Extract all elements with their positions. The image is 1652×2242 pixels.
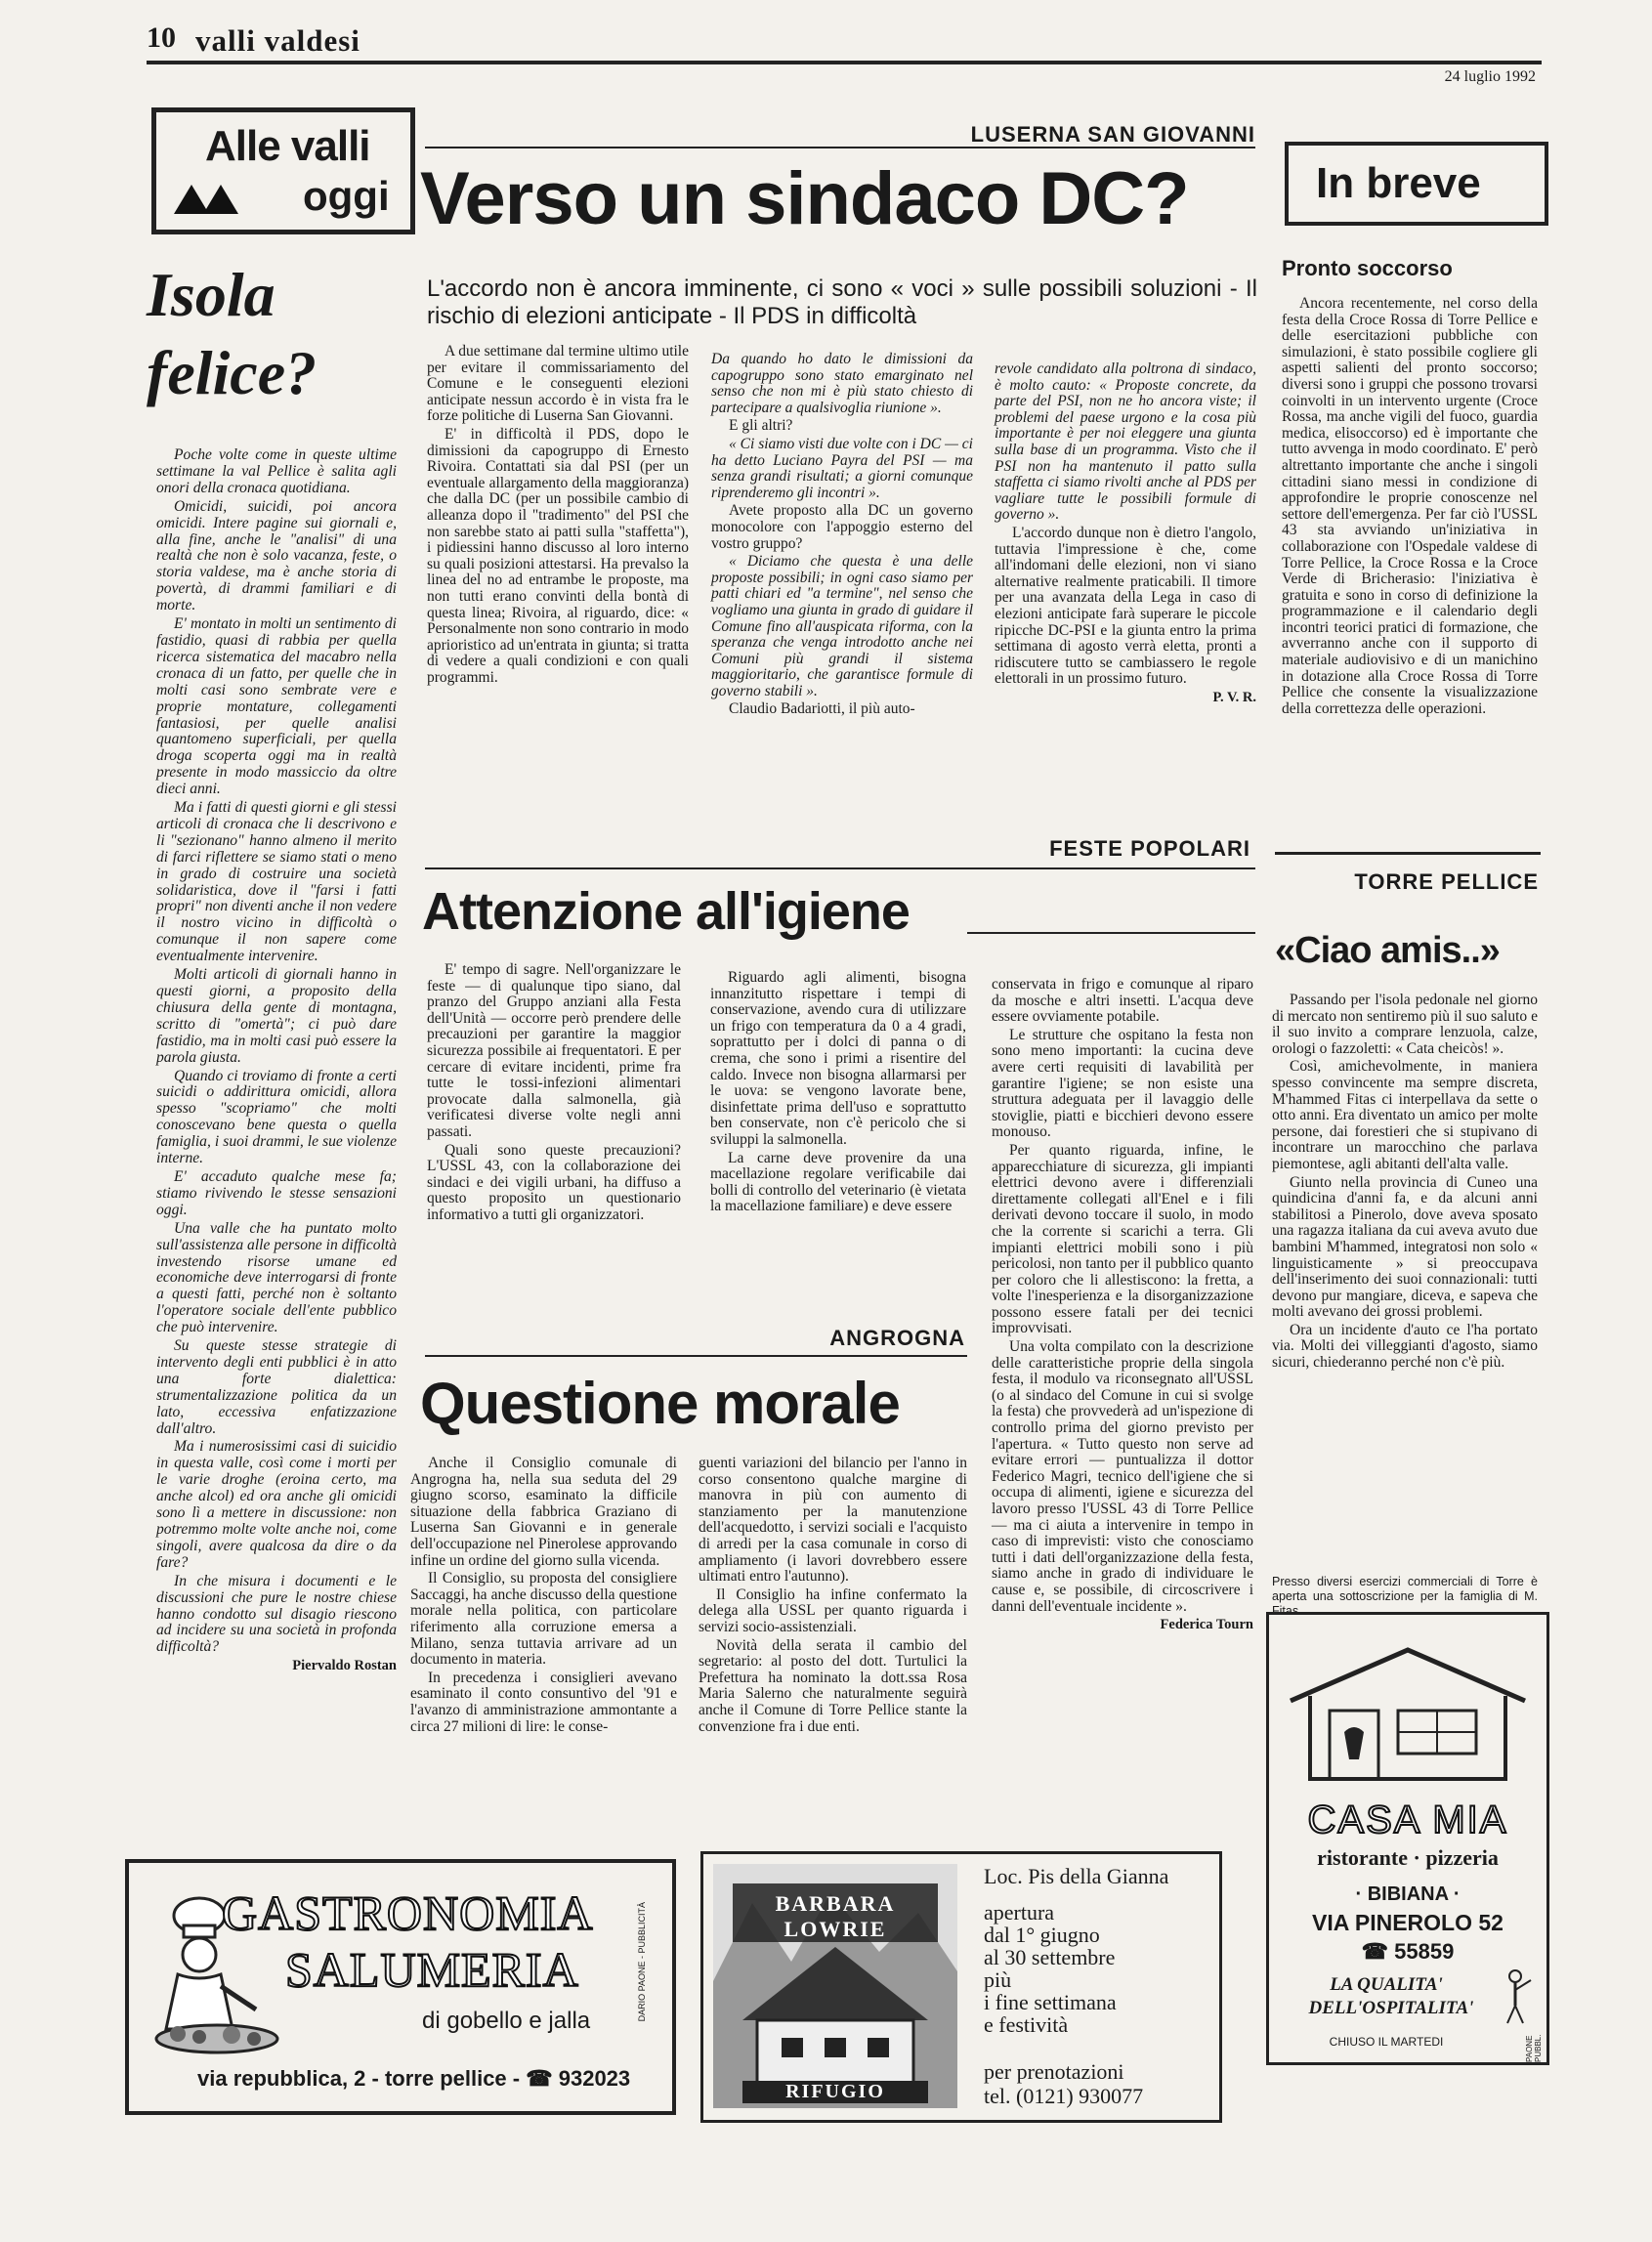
ad-casa-mia-credit: PAONE PUBBL.	[1525, 2034, 1543, 2062]
ad-gastronomia	[125, 1859, 676, 2115]
header-rule	[147, 61, 1542, 64]
ad-rifugio-location: Loc. Pis della Gianna	[984, 1864, 1169, 1888]
column-badge-line1: Alle valli	[205, 122, 370, 170]
editorial-paragraph: E' accaduto qualche mese fa; stiamo rivivendo le stesse sensazioni oggi.	[156, 1167, 397, 1218]
igiene-paragraph: Riguardo agli alimenti, bisogna innanzitutto rispettare i tempi di conservazione, avendo cura di utilizzare un frigo con temperatura da 0 a 4 gradi, soprattutto per i dolci di panna o di crema, che sono i primi a risentire del caldo. Invece non bisogna allarmarsi per le uova: se vengono lavorate bene, disinfettate prima dell'uso e soprattutto ben conservate, non c'è pericolo che si sviluppi la salmonella.	[710, 969, 966, 1148]
ad-rifugio-hours-line: più	[984, 1967, 1012, 1992]
editorial-paragraph: Ma i numerosissimi casi di suicidio in questa valle, così come i morti per le varie droghe (eroina certo, ma anche alcol) ed ora anche gli omicidi sono lì a mettere in discussione: non potremmo molte volte anche noi, come singoli, avere qualcosa da dire o da fare?	[156, 1438, 397, 1571]
sindaco-kicker: LUSERNA SAN GIOVANNI	[970, 122, 1255, 147]
morale-kicker: ANGROGNA	[829, 1326, 965, 1350]
ad-gastronomia-owners: di gobello e jalla	[422, 2008, 591, 2034]
ad-rifugio-booking: per prenotazioni	[984, 2059, 1124, 2084]
sindaco-paragraph: « Ci siamo visti due volte con i DC — ci ha detto Luciano Payra del PSI — ma senza grandi risultati; a giorni comunque riprenderemo gli incontri ».	[711, 435, 973, 501]
sindaco-col1	[427, 344, 689, 688]
ciao-kicker: TORRE PELLICE	[1354, 869, 1539, 894]
ad-rifugio-sign: BARBARA LOWRIE	[775, 1891, 896, 1941]
in-breve-box	[1285, 142, 1548, 226]
igiene-kicker: FESTE POPOLARI	[1049, 836, 1250, 861]
ad-gastronomia-line1: GASTRONOMIA	[222, 1885, 594, 1940]
sindaco-col2	[711, 352, 973, 720]
ad-rifugio-hours	[984, 1901, 1117, 2036]
morale-paragraph: Il Consiglio ha infine confermato la delega alla USSL per quanto riguarda i servizi socio-assistenziali.	[699, 1586, 967, 1635]
ad-rifugio-rifugio: RIFUGIO	[742, 2081, 928, 2103]
igiene-paragraph: Per quanto riguarda, infine, le apparecchiature di sicurezza, gli impianti elettrici devono avere i differenziali direttamente collegati all'Enel e i fili derivati devono toccare il suolo, in modo che la corrente si scarichi a terra. Gli impianti elettrici mobili sono i più pericolosi, non tanto per il pubblico quanto per coloro che li allestiscono: la fretta, a volte l'inesperienza e la disorganizzazione possono essere fatali per dei tecnici improvvisati.	[992, 1141, 1253, 1337]
morale-col2	[699, 1456, 967, 1737]
sindaco-paragraph: E' in difficoltà il PDS, dopo le dimissioni da capogruppo di Ernesto Rivoira. Contattati sia dal PSI (per un eventuale allargamento della maggioranza) che dalla DC (per un possibile cambio di alleanza dopo il "tradimento" del PSI che non sarebbe stato ai patti sulla "staffetta"), i pidiessini hanno discusso al loro interno su quali posizioni attestarsi. Ha prevalso la linea del no ad entrambe le proposte, ma non tutti erano convinti della bontà di questa linea; Rivoira, al riguardo, dice: « Personalmente non sono contrario in modo aprioristico ad un'entrata in giunta; si tratta di vedere a quali condizioni e con quali programmi.	[427, 425, 689, 686]
sindaco-paragraph: Avete proposto alla DC un governo monocolore con l'appoggio esterno del vostro gruppo?	[711, 502, 973, 552]
editorial-paragraph: Su queste stesse strategie di intervento degli enti pubblici è in atto una forte dialettica: strumentalizzazione politica da un lato, eccessiva enfatizzazione dall'altro.	[156, 1337, 397, 1437]
igiene-paragraph: La carne deve provenire da una macellazione regolare verificabile dai bolli di controllo del veterinario (è vietata la macellazione familiare) e deve essere	[710, 1149, 966, 1215]
column-badge-line2: oggi	[303, 173, 390, 219]
editorial-title-line1: Isola	[147, 260, 275, 329]
igiene-top-rule	[425, 867, 1255, 869]
ad-casa-mia-slogan2: DELL'OSPITALITA'	[1308, 1998, 1474, 2018]
igiene-headline: Attenzione all'igiene	[422, 882, 910, 941]
ad-rifugio-hours-line: i fine settimana	[984, 1990, 1117, 2014]
ad-rifugio-hours-line: e festività	[984, 2012, 1069, 2037]
sindaco-paragraph: revole candidato alla poltrona di sindaco, è molto cauto: « Proposte concrete, da parte del PSI, non ne ho ancora viste; il problemi del paese urgono e la cosa più importante è per noi eleggere una giunta sulla base di un programma. Visto che il PSI non ha mantenuto il patto sulla staffetta ci siamo rivolti anche al PDS per vagliare tutte le possibili formule di governo ».	[995, 360, 1256, 524]
igiene-paragraph: conservata in frigo e comunque al riparo da mosche e altri insetti. L'acqua deve essere ovviamente potabile.	[992, 976, 1253, 1026]
ad-rifugio-hours-line: apertura	[984, 1900, 1055, 1925]
sindaco-headline: Verso un sindaco DC?	[420, 157, 1189, 240]
ad-casa-mia-name: CASA MIA	[1307, 1798, 1508, 1841]
igiene-signature: Federica Tourn	[1160, 1617, 1253, 1633]
ad-rifugio-phone: tel. (0121) 930077	[984, 2084, 1144, 2108]
ciao-paragraph: Giunto nella provincia di Cuneo una quindicina d'anni fa, e da alcuni anni stabilitosi a Pinerolo, dove aveva sposato una ragazza italiana da cui aveva avuto due bambini M'hammed, integratosi non solo « linguisticamente » si preoccupava dell'inserimento dei suoi connazionali: tutti devono pur mangiare, diceva, e sapeva che molti avevano dei grossi problemi.	[1272, 1173, 1538, 1321]
sindaco-paragraph: Claudio Badariotti, il più auto-	[729, 700, 915, 718]
sindaco-col3	[995, 361, 1256, 707]
editorial-paragraph: E' montato in molti un sentimento di fastidio, quasi di rabbia per quella ricerca sistematica del macabro nella cronaca di un fatto, per quelle che in molti casi sono sembrate vere e proprie montature, collegamenti fantasiosi, per quelle analisi quantomeno superficiali, per quella droga scoperta oggi ma in realtà presente in modo massiccio da oltre dieci anni.	[156, 615, 397, 798]
ad-casa-mia-closed: CHIUSO IL MARTEDI	[1329, 2035, 1444, 2049]
editorial-paragraph: In che misura i documenti e le discussioni che pure le nostre chiese hanno condotto sul disagio riescono ad incidere su una società in profonda difficoltà?	[156, 1572, 397, 1656]
ciao-paragraph: Così, amichevolmente, in maniera spesso convincente ma sempre discreta, M'hammed Fitas ci interpellava da sette o otto anni. Era diventato un amico per molte persone, dai forestieri che si stupivano di incontrare un marocchino che parlava piemontese, agli abitanti dell'alta valle.	[1272, 1058, 1538, 1172]
in-breve-title: In breve	[1316, 159, 1481, 207]
morale-headline: Questione morale	[420, 1371, 900, 1436]
ciao-body	[1272, 993, 1538, 1374]
ad-casa-mia	[1266, 1612, 1549, 2065]
morale-paragraph: In precedenza i consiglieri avevano esaminato il conto consuntivo del '91 e l'avanzo di amministrazione ammontante a circa 27 milioni di lire: le conse-	[410, 1669, 677, 1735]
ad-casa-mia-slogan1: LA QUALITA'	[1330, 1974, 1443, 1995]
morale-top-rule	[425, 1355, 967, 1357]
in-breve-section: Pronto soccorso	[1282, 256, 1453, 280]
editorial-paragraph: Molti articoli di giornali hanno in questi giorni, a proposito della chiusura della gente di montagna, scritto di "omertà"; ci può dare fastidio, ma in molti casi può essere la parola giusta.	[156, 966, 397, 1066]
editorial-paragraph: Ma i fatti di questi giorni e gli stessi articoli di cronaca che li descrivono e li "sezionano" hanno almeno il merito di farci riflettere se siamo stati o meno in grado di costruire una società solidaristica, dove il "farsi i fatti propri" non diventi anche il non vedere il nostro vicino in difficoltà o comunque il non sapere come eventualmente intervenire.	[156, 799, 397, 965]
sindaco-paragraph: L'accordo dunque non è dietro l'angolo, tuttavia l'impressione è che, come all'indomani delle elezioni, non vi siano alternative realmente praticabili. Il timore per una avanzata della Lega in caso di elezioni anticipate farà superare le piccole ripicche DC-PSI e la giunta entro la prima settimana di agosto verrà eletta, pronti a ridiscutere tutto se cambiassero le regole elettorali in un prossimo futuro.	[995, 524, 1256, 688]
mountains-icon	[174, 181, 242, 218]
ciao-paragraph: Ora un incidente d'auto ce l'ha portato via. Molti dei villeggianti d'agosto, siamo sicuri, chiederanno perché non c'è più.	[1272, 1321, 1538, 1372]
page-number: 10	[147, 21, 176, 54]
editorial-paragraph: Quando ci troviamo di fronte a certi suicidi o addirittura omicidi, allora spesso "scopriamo" che molti conoscevano bene questa o quella famiglia, i suoi drammi, le sue violenze interne.	[156, 1067, 397, 1167]
editorial-paragraph: Una valle che ha puntato molto sull'assistenza alle persone in difficoltà investendo risorse umane ed economiche deve interrogarsi di fronte a questi fatti, perché non è soltanto l'operatore sociale dell'ente pubblico che può intervenire.	[156, 1219, 397, 1336]
editorial-paragraph: Omicidi, suicidi, poi ancora omicidi. Intere pagine sui giornali e, alla fine, anche le "analisi" di una realtà che non è solo vacanza, feste, o storia valdese, ma è anche storia di povertà, di drammi familiari e di morte.	[156, 497, 397, 614]
morale-paragraph: Il Consiglio, su proposta del consigliere Saccaggi, ha anche discusso della questione morale nella politica, con particolare riferimento alla corruzione emersa a Milano, senza tuttavia arrivare ad un documento in materia.	[410, 1570, 677, 1669]
igiene-paragraph: Quali sono queste precauzioni? L'USSL 43, con la collaborazione dei sindaci e dei vigili urbani, ha diffuso a questo proposito un questionario informativo a tutti gli organizzatori.	[427, 1141, 681, 1223]
ad-casa-mia-type: ristorante · pizzeria	[1317, 1845, 1499, 1870]
morale-col1	[410, 1456, 677, 1737]
ciao-note: Presso diversi esercizi commerciali di Torre è aperta una sottoscrizione per la famiglia di M. Fitas.	[1272, 1575, 1538, 1618]
ad-gastronomia-address: via repubblica, 2 - torre pellice - ☎ 932023	[197, 2066, 631, 2091]
editorial-paragraph: Poche volte come in queste ultime settimane la val Pellice è salita agli onori della cronaca quotidiana.	[156, 446, 397, 496]
ad-casa-mia-phone: ☎ 55859	[1361, 1939, 1455, 1964]
morale-paragraph: Anche il Consiglio comunale di Angrogna ha, nella sua seduta del 29 giugno scorso, esaminato la difficile situazione della fabbrica Graziano di Luserna San Giovanni e in generale dell'occupazione nel Pinerolese approvando infine un ordine del giorno sulla vicenda.	[410, 1455, 677, 1569]
issue-date: 24 luglio 1992	[1444, 68, 1536, 85]
ad-rifugio-hours-line: dal 1° giugno	[984, 1923, 1100, 1947]
sindaco-subhead: L'accordo non è ancora imminente, ci sono « voci » sulle possibili soluzioni - Il rischio di elezioni anticipate - Il PDS in difficoltà	[427, 275, 1257, 329]
publication-name: valli valdesi	[195, 23, 360, 58]
morale-paragraph: Novità della serata il cambio del segretario: al posto del dott. Turtulici la Prefettura ha nominato la dott.ssa Rosa Maria Salerno che naturalmente seguirà anche il Comune di Torre Pellice stante la convenzione fra i due enti.	[699, 1636, 967, 1735]
ciao-top-rule	[1275, 852, 1541, 855]
morale-paragraph: guenti variazioni del bilancio per l'anno in corso consentono qualche margine di manovra in più con aumento di stanziamento per la manutenzione dell'acquedotto, i servizi sociali e l'acquisto di arredi per la casa comunale in corso di ampliamento (i lavori dovrebbero essere ultimati entro l'autunno).	[699, 1455, 967, 1586]
column-badge	[151, 107, 415, 234]
igiene-col1	[427, 962, 681, 1226]
igiene-paragraph: Una volta compilato con la descrizione delle caratteristiche proprie della singola festa, il modulo va riconsegnato all'USSL (o al sindaco del Comune in cui si svolge la festa) che provvederà ad un'ispezione di controllo prima del giorno previsto per l'apertura. « Tutto questo non serve ad evitare errori — puntualizza il dottor Federico Magri, tecnico dell'igiene che si occupa di alimenti, igiene e sicurezza del lavoro presso l'USSL 43 di Torre Pellice — ma ci aiuta a intervenire in tempo in caso di imprevisti: visto che conosciamo tutti i dati dell'organizzazione della festa, siamo anche in grado di individuare le cause e, se possibile, di circoscrivere i danni dell'eventuale incidente ».	[992, 1338, 1253, 1615]
in-breve-paragraph: Ancora recentemente, nel corso della festa della Croce Rossa di Torre Pellice e delle esercitazioni pubbliche con simulazioni, è stato possibile cogliere gli aspetti salienti del pronto soccorso; diversi sono i gruppi che possono trovarsi coinvolti in un intervento urgente (Croce Rossa, ma anche vigili del fuoco, guardia medica, elisoccorso) ed è importante che tutto avvenga in modo coordinato. E' però altrettanto importante che anche i singoli cittadini siano messi in condizione di approfondire le proprie conoscenze nel settore dell'emergenza. Per far ciò l'USSL 43 sta avviando un'iniziativa in collaborazione con l'Ospedale valdese di Torre Pellice, la Croce Rossa e la Croce Verde di Bricherasio: l'iniziativa è gratuita e sono in corso di definizione la programmazione e il calendario degli incontri teorici pratici di formazione, che avverranno anche con il supporto di materiale audiovisivo e di un manichino in dotazione alla Croce Rossa di Torre Pellice che consente la visualizzazione della correttezza delle operazioni.	[1282, 295, 1538, 717]
in-breve-body	[1282, 296, 1538, 719]
ciao-paragraph: Passando per l'isola pedonale nel giorno di mercato non sentiremo più il suo saluto e il suo invito a comprare lenzuola, calze, orologi o fazzoletti: « Cata cheicòs! ».	[1272, 992, 1538, 1057]
igiene-headline-rule	[967, 932, 1255, 934]
sindaco-paragraph: « Diciamo che questa è una delle proposte possibili; in ogni caso siamo per patti chiari ed "a termine", nel senso che vogliamo una giunta in grado di guidare il Comune fino all'auspicata riforma, con la speranza che venga introdotto anche nei Comuni più grandi il sistema maggioritario, che garantisce formule di governo stabili ».	[711, 553, 973, 699]
igiene-paragraph: Le strutture che ospitano la festa non sono meno importanti: la cucina deve avere certi requisiti di lavabilità per garantire l'igiene; se non esiste una struttura adeguata per il lavaggio delle stoviglie, piatti e bicchieri devono essere monouso.	[992, 1026, 1253, 1141]
ad-gastronomia-line2: SALUMERIA	[285, 1942, 579, 1997]
sindaco-paragraph: Da quando ho dato le dimissioni da capogruppo sono stato emarginato nel senso che non mi è più stato chiesto di partecipare a qualsivoglia riunione ».	[711, 351, 973, 416]
ad-rifugio	[700, 1851, 1222, 2123]
ad-rifugio-hours-line: al 30 settembre	[984, 1945, 1116, 1969]
editorial-signature: Piervaldo Rostan	[292, 1658, 397, 1674]
igiene-col2	[710, 970, 966, 1217]
ciao-headline: «Ciao amis..»	[1275, 930, 1500, 971]
ad-casa-mia-street: VIA PINEROLO 52	[1312, 1910, 1504, 1935]
editorial-title-line2: felice?	[147, 338, 318, 407]
ad-casa-mia-town: · BIBIANA ·	[1355, 1883, 1461, 1905]
sindaco-paragraph: E gli altri?	[729, 417, 793, 435]
igiene-col3	[992, 977, 1253, 1635]
igiene-paragraph: E' tempo di sagre. Nell'organizzare le feste — di qualunque tipo siano, dal pranzo del Gruppo anziani alla Festa dell'Unità — occorre però prendere delle precauzioni per garantire la maggior sicurezza possibile ai frequentatori. E per cercare di evitare incidenti, prime fra tutte le tossi-infezioni alimentari provocate dalla salmonella, già verificatesi diverse volte negli anni passati.	[427, 961, 681, 1140]
ad-gastronomia-credit: DARIO PAONE - PUBBLICITÀ	[637, 1902, 647, 2022]
sindaco-paragraph: A due settimane dal termine ultimo utile per evitare il commissariamento del Comune e le conseguenti elezioni anticipate nessun accordo è in vista fra le forze politiche di Luserna San Giovanni.	[427, 343, 689, 425]
sindaco-signature: P. V. R.	[1212, 689, 1256, 705]
editorial-body	[156, 447, 397, 1676]
house-icon	[1281, 1642, 1535, 1793]
